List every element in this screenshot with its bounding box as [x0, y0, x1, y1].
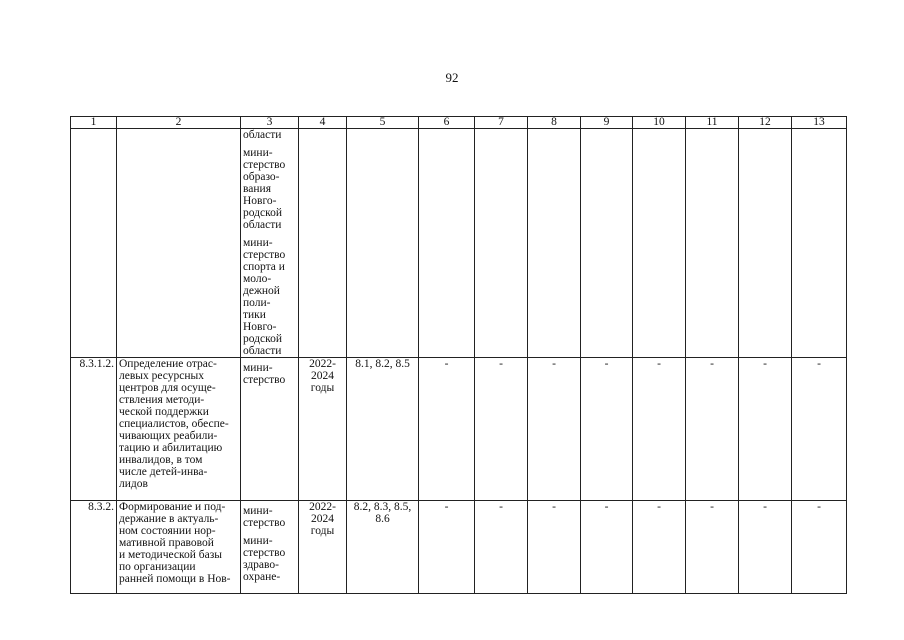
executor: области: [243, 129, 282, 141]
period: 2022- 2024 годы: [299, 501, 347, 594]
cell-col13: [792, 129, 847, 358]
cell-col8: [528, 129, 581, 358]
column-header: 13: [792, 117, 847, 129]
activity-name: [117, 129, 241, 358]
row-number: [71, 129, 117, 358]
executors-cell: [241, 358, 299, 501]
cell-col10: -: [633, 358, 686, 501]
table-header-row: [71, 117, 847, 129]
page-number: 92: [445, 70, 459, 85]
cell-col11: [686, 129, 739, 358]
executor: мини- стерство здраво- охране-: [243, 535, 286, 583]
column-header: 10: [633, 117, 686, 129]
cell-col6: [419, 129, 475, 358]
cell-col7: [475, 129, 528, 358]
target-indicators: 8.1, 8.2, 8.5: [347, 358, 419, 501]
executor: мини- стерство спорта и моло- дежной поли- тики Новго- родской области: [243, 237, 286, 357]
column-header: 8: [528, 117, 581, 129]
executors-cell: [241, 129, 299, 358]
row-number: 8.3.2.: [71, 501, 117, 594]
column-header: 5: [347, 117, 419, 129]
cell-col12: -: [739, 501, 792, 594]
executor: мини- стерство образо- вания Новго- родской области: [243, 147, 286, 231]
period: [299, 129, 347, 358]
cell-col6: -: [419, 358, 475, 501]
executor: мини- стерство: [243, 505, 286, 529]
cell-col10: -: [633, 501, 686, 594]
column-header: 1: [71, 117, 117, 129]
column-header: 12: [739, 117, 792, 129]
cell-col8: -: [528, 501, 581, 594]
table-row: [71, 129, 847, 358]
executor: мини- стерство: [243, 362, 286, 386]
document-table: [70, 116, 847, 594]
target-indicators: 8.2, 8.3, 8.5, 8.6: [347, 501, 419, 594]
cell-col9: -: [581, 501, 633, 594]
column-header: 3: [241, 117, 299, 129]
column-header: 11: [686, 117, 739, 129]
activity-name: Формирование и под- держание в актуаль- ном состоянии нор- мативной правовой и методической базы по организации ранней помощи в Нов-: [117, 501, 241, 594]
cell-col7: -: [475, 358, 528, 501]
period: 2022- 2024 годы: [299, 358, 347, 501]
cell-col11: -: [686, 501, 739, 594]
cell-col12: -: [739, 358, 792, 501]
column-header: 6: [419, 117, 475, 129]
cell-col7: -: [475, 501, 528, 594]
column-header: 4: [299, 117, 347, 129]
cell-col12: [739, 129, 792, 358]
cell-col8: -: [528, 358, 581, 501]
column-header: 9: [581, 117, 633, 129]
column-header: 7: [475, 117, 528, 129]
cell-col6: -: [419, 501, 475, 594]
cell-col11: -: [686, 358, 739, 501]
table-row: [71, 358, 847, 501]
table-row: [71, 501, 847, 594]
cell-col9: [581, 129, 633, 358]
column-header: 2: [117, 117, 241, 129]
activity-name: Определение отрас- левых ресурсных центров для осуще- ствления методи- ческой поддержки специалистов, обеспе- чивающих реабили- тацию и абилитацию инвалидов, в том числе детей-инва- лидов: [117, 358, 241, 501]
cell-col10: [633, 129, 686, 358]
cell-col13: -: [792, 501, 847, 594]
cell-col9: -: [581, 358, 633, 501]
cell-col13: -: [792, 358, 847, 501]
row-number: 8.3.1.2.: [71, 358, 117, 501]
target-indicators: [347, 129, 419, 358]
executors-cell: [241, 501, 299, 594]
